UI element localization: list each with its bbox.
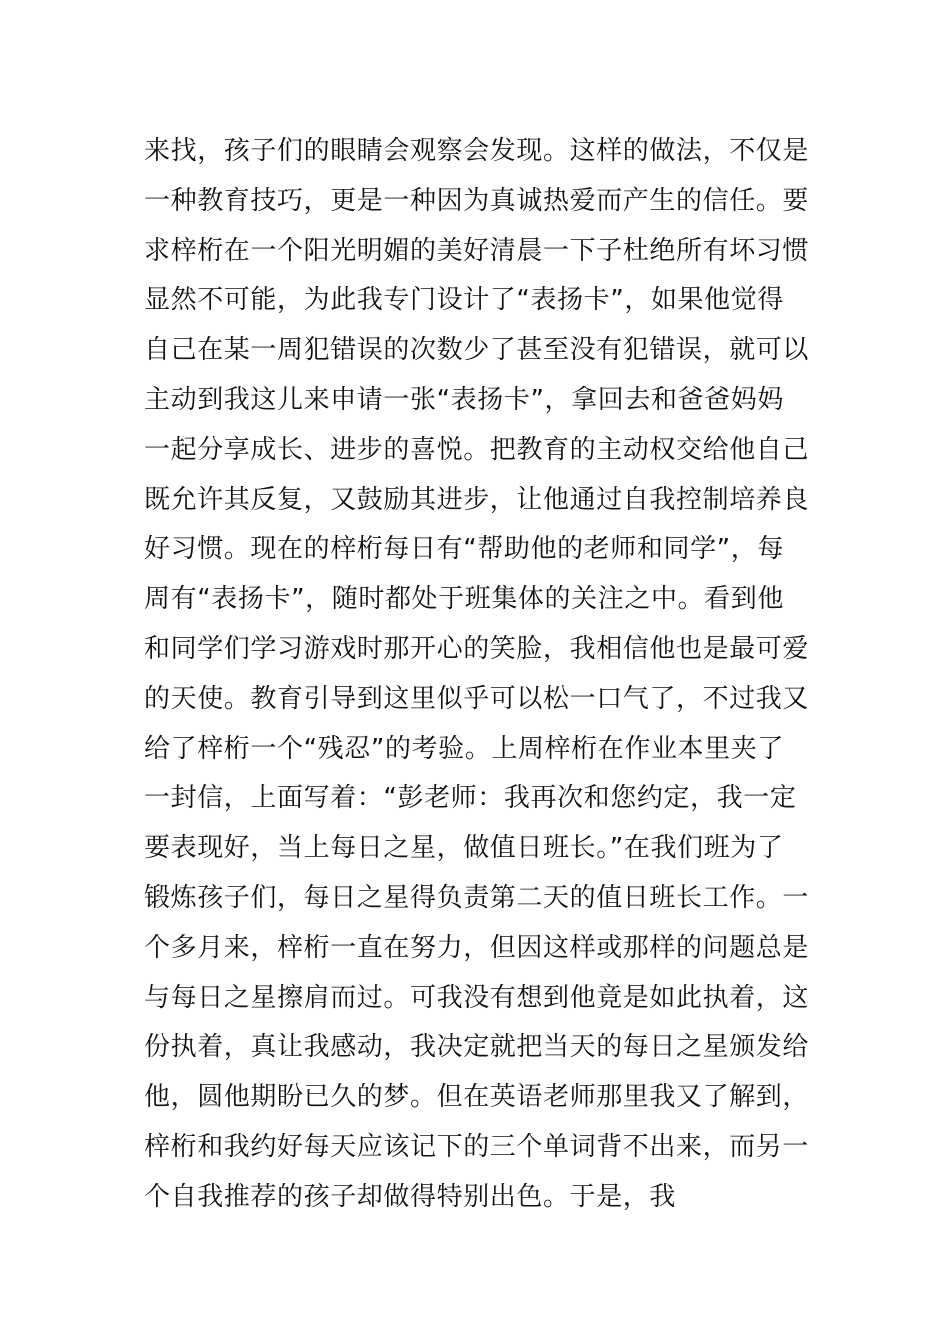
text-line: 周有“表扬卡”，随时都处于班集体的关注之中。看到他: [144, 584, 784, 615]
text-line: 一起分享成长、进步的喜悦。把教育的主动权交给他自己: [144, 434, 810, 465]
text-line: 和同学们学习游戏时那开心的笑脸，我相信他也是最可爱: [144, 633, 810, 664]
text-line: 给了梓桁一个“残忍”的考验。上周梓桁在作业本里夹了: [144, 733, 784, 764]
text-line: 梓桁和我约好每天应该记下的三个单词背不出来，而另一: [144, 1131, 810, 1162]
text-line: 一封信，上面写着：“彭老师：我再次和您约定，我一定: [144, 783, 797, 814]
text-line: 自己在某一周犯错误的次数少了甚至没有犯错误，就可以: [144, 335, 810, 366]
text-line: 主动到我这儿来申请一张“表扬卡”，拿回去和爸爸妈妈: [144, 384, 784, 415]
body-text: [144, 127, 824, 1223]
text-line: 好习惯。现在的梓桁每日有“帮助他的老师和同学”，每: [144, 534, 784, 565]
text-line: 的天使。教育引导到这里似乎可以松一口气了，不过我又: [144, 683, 810, 714]
text-line: 一种教育技巧，更是一种因为真诚热爱而产生的信任。要: [144, 185, 810, 216]
text-line: 与每日之星擦肩而过。可我没有想到他竟是如此执着，这: [144, 982, 810, 1013]
text-line: 份执着，真让我感动，我决定就把当天的每日之星颁发给: [144, 1032, 810, 1063]
text-line: 个自我推荐的孩子却做得特别出色。于是，我: [144, 1181, 677, 1212]
text-line: 显然不可能，为此我专门设计了“表扬卡”，如果他觉得: [144, 285, 784, 316]
text-line: 来找，孩子们的眼睛会观察会发现。这样的做法，不仅是: [144, 136, 810, 166]
text-line: 个多月来，梓桁一直在努力，但因这样或那样的问题总是: [144, 932, 810, 963]
text-line: 锻炼孩子们，每日之星得负责第二天的值日班长工作。一: [144, 882, 810, 913]
text-line: 他，圆他期盼已久的梦。但在英语老师那里我又了解到，: [144, 1082, 810, 1113]
text-line: 要表现好，当上每日之星，做值日班长。”在我们班为了: [144, 833, 784, 864]
text-line: 既允许其反复，又鼓励其进步，让他通过自我控制培养良: [144, 484, 810, 515]
text-line: 求梓桁在一个阳光明媚的美好清晨一下子杜绝所有坏习惯: [144, 235, 810, 266]
